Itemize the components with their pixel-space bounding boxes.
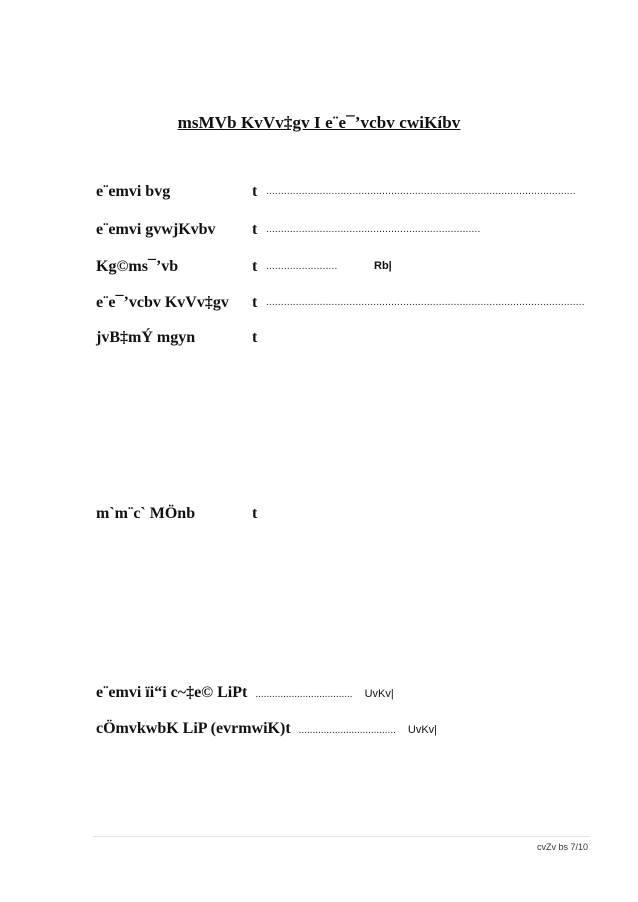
document-title: msMVb KvVv‡gv I e¨e¯’vcbv cwiKíbv <box>177 113 461 132</box>
field-colon: t <box>252 183 258 200</box>
field-licenses <box>96 329 576 351</box>
field-label: e¨emvi gvwjKvbv <box>96 221 216 238</box>
cost-dotted-line: ................................... <box>298 725 396 736</box>
cost-label: e¨emvi ïi“i c~‡e© LiPt <box>96 684 248 701</box>
field-label: e¨e¯’vcbv KvVv‡gv <box>96 294 229 311</box>
field-dotted-line: ........................................................................ <box>266 224 481 235</box>
cost-dotted-line: ................................... <box>255 689 353 700</box>
cost-label: cÖmvkwbK LiP (evrmwiK)t <box>96 720 291 737</box>
field-colon: t <box>252 221 258 238</box>
field-suffix: Rb| <box>374 260 392 272</box>
field-label: m`m¨c` MÖnb <box>96 505 196 522</box>
field-dotted-line: ........................................................................................................ <box>266 186 576 197</box>
field-membership <box>96 505 576 527</box>
page-number: cvZv bs 7/10 <box>536 842 588 852</box>
field-colon: t <box>252 294 258 311</box>
field-employment <box>96 258 576 280</box>
field-dotted-line: ........................................................................................................... <box>266 297 585 308</box>
field-colon: t <box>252 329 258 346</box>
cost-currency: UvKv| <box>364 688 394 700</box>
field-colon: t <box>252 258 258 275</box>
cost-currency: UvKv| <box>407 724 438 736</box>
field-label: jvB‡mÝ mgyn <box>96 329 196 346</box>
field-business-ownership <box>96 221 576 243</box>
field-dotted-line: ........................ <box>266 261 338 272</box>
field-label: Kg©ms¯’vb <box>96 258 179 275</box>
pre-business-cost-row <box>96 684 394 702</box>
footer-divider <box>93 836 590 837</box>
field-business-name <box>96 183 576 205</box>
field-colon: t <box>252 505 258 522</box>
field-label: e¨emvi bvg <box>96 183 171 200</box>
field-management-structure <box>96 294 585 316</box>
administrative-cost-row <box>96 720 437 738</box>
